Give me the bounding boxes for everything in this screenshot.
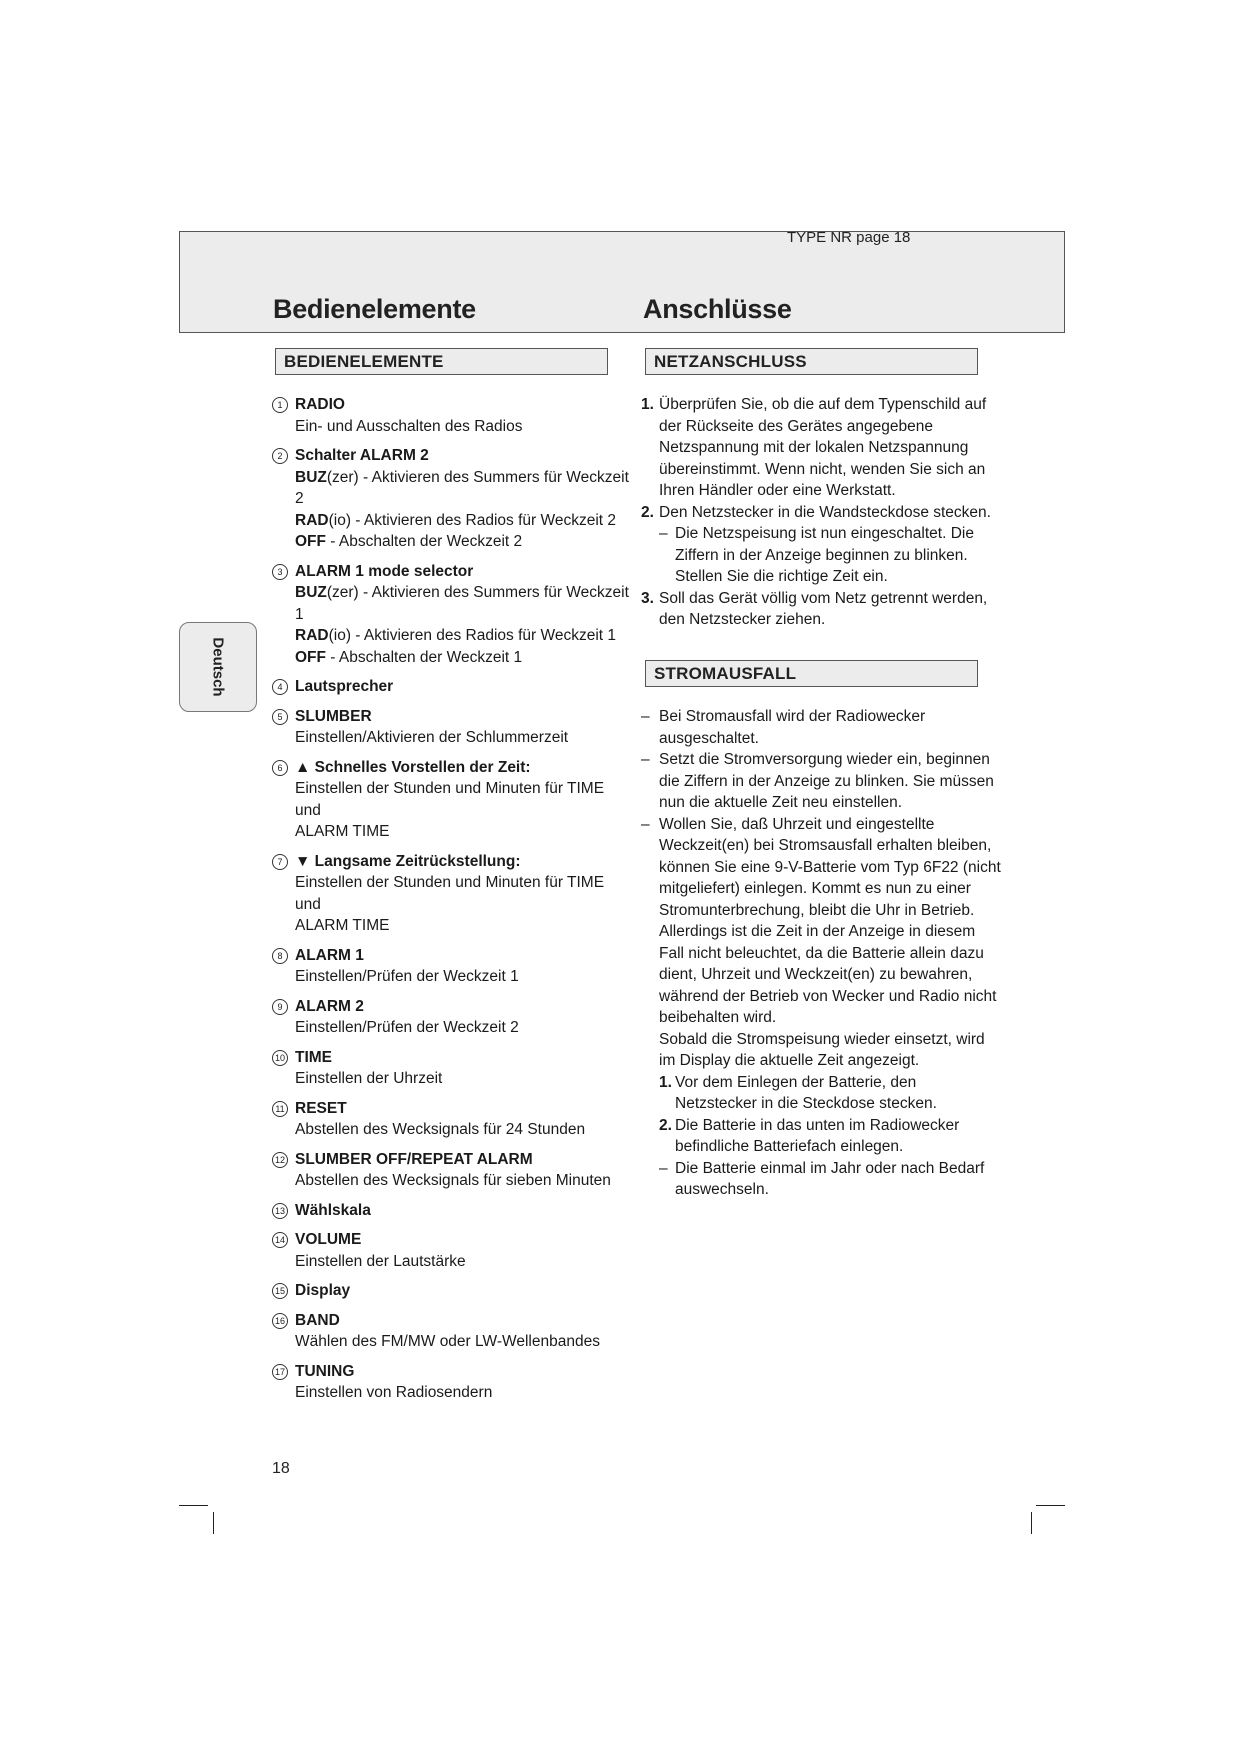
- item-line: [295, 510, 632, 532]
- item-title: TUNING: [295, 1362, 355, 1380]
- item-desc: Einstellen/Prüfen der Weckzeit 2: [295, 1019, 519, 1036]
- item-line-text: (zer) - Aktivieren des Summers für Weckzeit 2: [295, 468, 629, 507]
- item-title: ALARM 1 mode selector: [295, 562, 474, 580]
- item-desc: Einstellen der Stunden und Minuten für TIME und ALARM TIME: [295, 874, 605, 934]
- dash-marker: –: [659, 1159, 668, 1177]
- step-text: Die Batterie in das unten im Radiowecker befindliche Batteriefach einlegen.: [675, 1116, 960, 1155]
- item-number: 11: [272, 1101, 288, 1117]
- item-title: ▲ Schnelles Vorstellen der Zeit:: [295, 758, 531, 776]
- item-title: ▼ Langsame Zeitrückstellung:: [295, 852, 521, 870]
- battery-note: [641, 1158, 1001, 1201]
- item-title: RESET: [295, 1099, 347, 1117]
- item-desc: Einstellen/Prüfen der Weckzeit 1: [295, 968, 519, 985]
- list-item: [272, 445, 632, 553]
- dash-marker: –: [641, 815, 650, 833]
- item-desc: Einstellen der Lautstärke: [295, 1252, 466, 1270]
- item-number: 8: [272, 948, 288, 964]
- item-line-text: (zer) - Aktivieren des Summers für Weckzeit 1: [295, 584, 629, 623]
- item-number: 4: [272, 679, 288, 695]
- page-number: 18: [272, 1460, 290, 1477]
- step-text: Überprüfen Sie, ob die auf dem Typenschild auf der Rückseite des Gerätes angegebene Netzspannung mit der lokalen Netzspannung übereinstimmt. Wenn nicht, wenden Sie sich an Ihren Händler oder eine Werkstatt.: [659, 396, 987, 499]
- item-line-text: (io) - Aktivieren des Radios für Weckzeit 2: [328, 511, 617, 529]
- item-title: Wählskala: [295, 1201, 371, 1219]
- crop-mark: [1031, 1512, 1032, 1534]
- dash-marker: –: [641, 708, 650, 725]
- list-item: [272, 1098, 632, 1141]
- list-item: [272, 1200, 632, 1222]
- item-desc: Einstellen/Aktivieren der Schlummerzeit: [295, 729, 569, 746]
- item-number: 1: [272, 397, 288, 413]
- item-number: 17: [272, 1364, 288, 1380]
- item-number: 13: [272, 1203, 288, 1219]
- item-number: 5: [272, 709, 288, 725]
- dash-marker: –: [659, 525, 668, 542]
- section-netzanschluss: NETZANSCHLUSS: [645, 348, 978, 375]
- item-line: [295, 467, 632, 510]
- bullet-text: Setzt die Stromversorgung wieder ein, beginnen die Ziffern in der Anzeige zu blinken. Sie müssen nun die aktuelle Zeit neu einstellen.: [659, 751, 994, 811]
- list-item: [272, 851, 632, 937]
- bullet-continuation: [641, 1029, 1001, 1072]
- item-number: 6: [272, 760, 288, 776]
- item-title: BAND: [295, 1311, 340, 1329]
- step-marker: 2.: [659, 1116, 672, 1134]
- item-keyword: BUZ: [295, 584, 327, 601]
- step-marker: 1.: [641, 396, 654, 413]
- step-2: [641, 502, 1001, 524]
- item-number: 10: [272, 1050, 288, 1066]
- item-title: SLUMBER: [295, 707, 372, 725]
- controls-list: [272, 394, 632, 1412]
- list-item: [272, 996, 632, 1039]
- bullet: [641, 706, 1001, 749]
- step-3: [641, 588, 1001, 631]
- list-item: [272, 1280, 632, 1302]
- step-text: Die Netzspeisung ist nun eingeschaltet. Die Ziffern in der Anzeige beginnen zu blinken. Stellen Sie die richtige Zeit ein.: [675, 525, 974, 585]
- step-2-note: [641, 523, 1001, 588]
- item-line-text: - Abschalten der Weckzeit 1: [326, 648, 523, 666]
- bullet-text: Wollen Sie, daß Uhrzeit und eingestellte Weckzeit(en) bei Stromsausfall erhalten bleiben, können Sie eine 9-V-Batterie vom Typ 6F22 (nicht mitgeliefert) einlegen. Kommt es nun zu einer Stromunterbrechung, bleibt die Uhr in Betrieb. Allerdings ist die Zeit in der Anzeige in diesem Fall nicht beleuchtet, da die Batterie allein dazu dient, Uhrzeit und Weckzeit(en) zu bewahren, während der Betrieb von Wecker und Radio nicht beibehalten wird.: [659, 815, 1001, 1026]
- item-keyword: BUZ: [295, 468, 327, 486]
- item-keyword: OFF: [295, 648, 326, 666]
- item-desc: Abstellen des Wecksignals für sieben Minuten: [295, 1172, 611, 1189]
- item-title: Lautsprecher: [295, 678, 394, 695]
- item-number: 16: [272, 1313, 288, 1329]
- crop-mark: [179, 1505, 208, 1506]
- list-item: [272, 1149, 632, 1192]
- netzanschluss-text: [641, 394, 1001, 631]
- item-number: 7: [272, 854, 288, 870]
- list-item: [272, 1229, 632, 1272]
- bullet-text: Bei Stromausfall wird der Radiowecker ausgeschaltet.: [659, 708, 926, 747]
- item-desc: Einstellen der Stunden und Minuten für TIME und ALARM TIME: [295, 780, 605, 840]
- list-item: [272, 1361, 632, 1404]
- item-number: 2: [272, 448, 288, 464]
- item-keyword: OFF: [295, 533, 326, 550]
- item-line: [295, 582, 632, 625]
- item-title: VOLUME: [295, 1231, 362, 1248]
- step-marker: 2.: [641, 503, 654, 521]
- page-title-right: Anschlüsse: [643, 294, 792, 324]
- item-desc: Wählen des FM/MW oder LW-Wellenbandes: [295, 1333, 600, 1350]
- item-number: 15: [272, 1283, 288, 1299]
- list-item: [272, 394, 632, 437]
- bullet: [641, 749, 1001, 814]
- stromausfall-text: [641, 706, 1001, 1201]
- item-line: [295, 647, 632, 669]
- item-number: 3: [272, 564, 288, 580]
- item-desc: Einstellen der Uhrzeit: [295, 1070, 443, 1087]
- list-item: [272, 676, 632, 698]
- step-text: Vor dem Einlegen der Batterie, den Netzstecker in die Steckdose stecken.: [675, 1073, 937, 1112]
- item-title: RADIO: [295, 396, 345, 413]
- item-line: [295, 625, 632, 647]
- item-title: ALARM 2: [295, 997, 364, 1015]
- step-marker: 1.: [659, 1073, 672, 1091]
- item-line: [295, 531, 632, 553]
- item-desc: Einstellen von Radiosendern: [295, 1384, 493, 1401]
- item-title: Schalter ALARM 2: [295, 447, 429, 464]
- list-item: [272, 561, 632, 669]
- item-number: 12: [272, 1152, 288, 1168]
- list-item: [272, 945, 632, 988]
- item-number: 14: [272, 1232, 288, 1248]
- item-title: SLUMBER OFF/REPEAT ALARM: [295, 1150, 533, 1168]
- item-desc: Ein- und Ausschalten des Radios: [295, 417, 523, 435]
- item-title: TIME: [295, 1048, 333, 1066]
- battery-step-1: [641, 1072, 1001, 1115]
- list-item: [272, 1047, 632, 1090]
- item-number: 9: [272, 999, 288, 1015]
- list-item: [272, 706, 632, 749]
- type-nr-label: TYPE NR page 18: [787, 229, 911, 246]
- item-line-text: (io) - Aktivieren des Radios für Weckzeit 1: [328, 627, 617, 644]
- item-desc: Abstellen des Wecksignals für 24 Stunden: [295, 1121, 586, 1138]
- section-bedienelemente: BEDIENELEMENTE: [275, 348, 608, 375]
- step-text: Soll das Gerät völlig vom Netz getrennt werden, den Netzstecker ziehen.: [659, 589, 988, 628]
- step-text: Die Batterie einmal im Jahr oder nach Bedarf auswechseln.: [675, 1159, 985, 1198]
- item-line-text: - Abschalten der Weckzeit 2: [326, 533, 523, 550]
- page-title-left: Bedienelemente: [273, 294, 476, 324]
- step-marker: 3.: [641, 589, 654, 607]
- step-text: Den Netzstecker in die Wandsteckdose stecken.: [659, 503, 991, 521]
- bullet-text: Sobald die Stromspeisung wieder einsetzt, wird im Display die aktuelle Zeit angezeigt.: [659, 1030, 985, 1069]
- item-keyword: RAD: [295, 627, 329, 644]
- language-tab: [179, 622, 257, 712]
- dash-marker: –: [641, 751, 650, 768]
- bullet: [641, 814, 1001, 1029]
- item-keyword: RAD: [295, 511, 329, 529]
- list-item: [272, 1310, 632, 1353]
- language-tab-label: Deutsch: [209, 637, 227, 697]
- crop-mark: [213, 1512, 214, 1534]
- section-stromausfall: STROMAUSFALL: [645, 660, 978, 687]
- step-1: [641, 394, 1001, 502]
- list-item: [272, 757, 632, 843]
- crop-mark: [1036, 1505, 1065, 1506]
- battery-step-2: [641, 1115, 1001, 1158]
- item-title: ALARM 1: [295, 946, 364, 964]
- item-title: Display: [295, 1282, 351, 1299]
